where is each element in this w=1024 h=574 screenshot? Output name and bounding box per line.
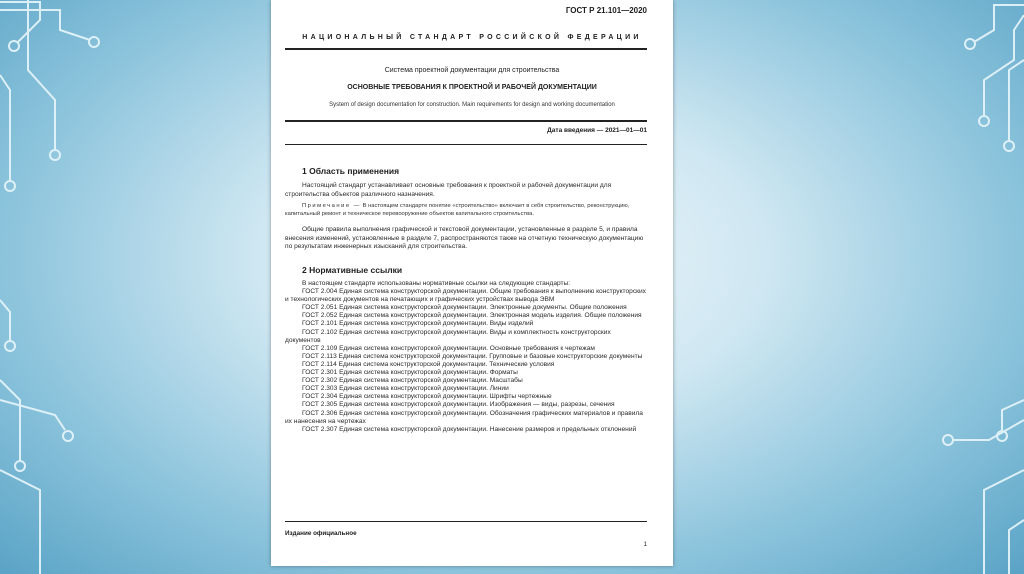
section-1-note	[285, 203, 647, 218]
system-title: Система проектной документации для строительства	[384, 67, 560, 74]
note-label: Примечание —	[302, 203, 361, 209]
section-2-heading: 2 Нормативные ссылки	[302, 265, 403, 275]
reference-item: ГОСТ 2.102 Единая система конструкторской документации. Виды и комплектность конструкторских документов	[285, 328, 611, 344]
section-1-paragraph-2: Общие правила выполнения графической и текстовой документации, установленные в разделе 5, и правила внесения изменений, установленные в разделе 7, распространяются также на отчетную техническую документацию по результатам инженерных изысканий для строительства.	[285, 226, 644, 251]
reference-item: ГОСТ 2.304 Единая система конструкторской документации. Шрифты чертежные	[302, 393, 552, 401]
reference-item: ГОСТ 2.301 Единая система конструкторской документации. Форматы	[302, 369, 518, 377]
reference-item: ГОСТ 2.306 Единая система конструкторской документации. Обозначения графических материалов и правила их нанесения на чертежах	[285, 409, 643, 425]
section-1-paragraph: Настоящий стандарт устанавливает основные требования к проектной и рабочей документации для строительства объектов различного назначения.	[285, 182, 612, 198]
note-text: В настоящем стандарте понятие «строительство» включает в себя строительство, реконструкцию, капитальный ремонт и техническое перевооружение объектов капитального строительства.	[285, 203, 630, 217]
header-rule	[285, 48, 647, 50]
reference-item: ГОСТ 2.101 Единая система конструкторской документации. Виды изделий	[302, 320, 534, 328]
title-rule	[285, 120, 647, 122]
normative-references	[285, 280, 647, 434]
reference-item: ГОСТ 2.113 Единая система конструкторской документации. Групповые и базовые конструкторские документы	[302, 352, 643, 360]
document-page	[271, 0, 673, 566]
reference-item: ГОСТ 2.109 Единая система конструкторской документации. Основные требования к чертежам	[302, 344, 595, 352]
section-1-heading: 1 Область применения	[302, 166, 400, 176]
page-number: 1	[643, 541, 647, 548]
reference-item: ГОСТ 2.052 Единая система конструкторской документации. Электронная модель изделия. Общие положения	[302, 312, 642, 320]
document-title: ОСНОВНЫЕ ТРЕБОВАНИЯ К ПРОЕКТНОЙ И РАБОЧЕЙ ДОКУМЕНТАЦИИ	[347, 84, 597, 91]
english-title: System of design documentation for construction. Main requirements for design and working documentation	[329, 102, 615, 108]
official-edition-label: Издание официальное	[285, 530, 357, 537]
circuit-decoration-left	[0, 0, 110, 574]
reference-item: ГОСТ 2.302 Единая система конструкторской документации. Масштабы	[302, 377, 523, 385]
national-standard-heading: НАЦИОНАЛЬНЫЙ СТАНДАРТ РОССИЙСКОЙ ФЕДЕРАЦИИ	[302, 34, 642, 41]
introduction-date: Дата введения — 2021—01—01	[547, 127, 647, 134]
circuit-decoration-right	[914, 0, 1024, 574]
reference-item: ГОСТ 2.305 Единая система конструкторской документации. Изображения — виды, разрезы, сечения	[302, 401, 615, 409]
footer-rule	[285, 521, 647, 522]
references-intro: В настоящем стандарте использованы нормативные ссылки на следующие стандарты:	[302, 280, 571, 287]
reference-item: ГОСТ 2.004 Единая система конструкторской документации. Общие требования к выполнению конструкторских и технологических документов на печатающих и графических устройствах вывода ЭВМ	[285, 288, 646, 304]
reference-item: ГОСТ 2.307 Единая система конструкторской документации. Нанесение размеров и предельных отклонений	[302, 425, 637, 433]
reference-item: ГОСТ 2.114 Единая система конструкторской документации. Технические условия	[302, 360, 555, 368]
reference-item: ГОСТ 2.303 Единая система конструкторской документации. Линии	[302, 385, 509, 393]
reference-item: ГОСТ 2.051 Единая система конструкторской документации. Электронные документы. Общие положения	[302, 304, 627, 312]
gost-number: ГОСТ Р 21.101—2020	[565, 6, 647, 15]
date-rule	[285, 144, 647, 145]
